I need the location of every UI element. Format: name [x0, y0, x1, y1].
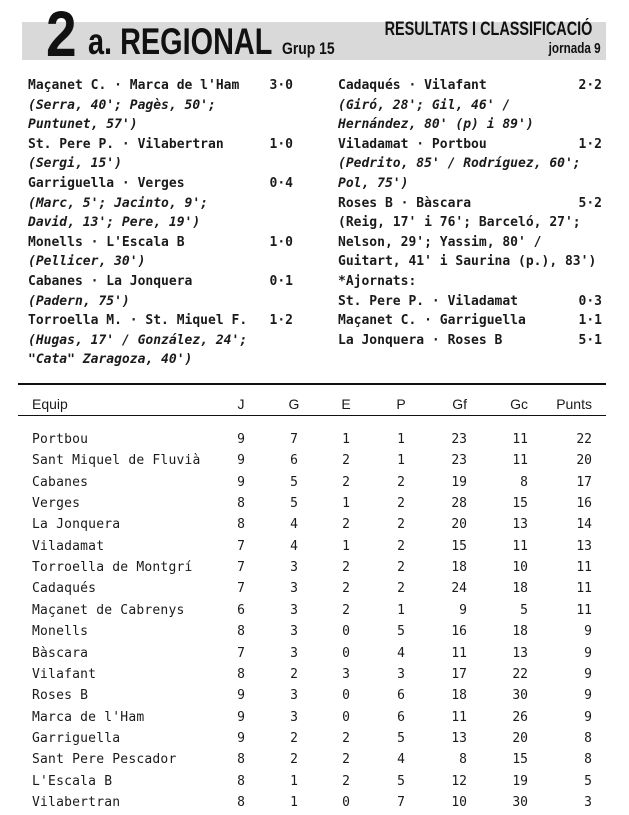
match-teams: Cadaqués · Vilafant — [338, 78, 487, 93]
stat-cell: 12 — [451, 774, 467, 789]
match-teams: St. Pere P. · Viladamat — [338, 293, 519, 309]
col-header-p: P — [396, 396, 406, 412]
scorers-line — [338, 96, 602, 116]
stat-cell: 8 — [237, 624, 245, 639]
stat-cell: 2 — [397, 581, 405, 596]
stat-cell: 11 — [512, 539, 528, 554]
team-name: Maçanet de Cabrenys — [32, 603, 185, 618]
stat-cell: 4 — [290, 517, 298, 532]
scorers-line — [28, 350, 293, 370]
stat-cell: 9 — [584, 667, 592, 682]
scorers-text: Puntunet, 57') — [28, 117, 138, 133]
stat-cell: 2 — [342, 774, 350, 789]
stat-cell: 15 — [512, 752, 528, 767]
stat-cell: 7 — [237, 539, 245, 554]
scorers-line — [28, 292, 293, 312]
stat-cell: 9 — [459, 603, 467, 618]
match-score: 0·1 — [269, 273, 293, 289]
stat-cell: 18 — [512, 624, 528, 639]
stat-cell: 5 — [290, 475, 298, 490]
team-name: Sant Miquel de Fluvià — [32, 453, 201, 468]
scorers-line — [338, 213, 602, 233]
team-name: Cadaqués — [32, 581, 97, 596]
scorers-line — [338, 252, 602, 272]
stat-cell: 2 — [290, 667, 298, 682]
table-top-rule — [18, 383, 606, 385]
stat-cell: 2 — [342, 517, 350, 532]
team-name: Portbou — [32, 432, 89, 447]
stat-cell: 0 — [342, 795, 350, 810]
scorers-text: David, 13'; Pere, 19') — [28, 215, 201, 231]
stat-cell: 2 — [397, 475, 405, 490]
stat-cell: 11 — [512, 432, 528, 447]
stat-cell: 30 — [512, 688, 528, 703]
stat-cell: 2 — [342, 475, 350, 490]
team-name: Viladamat — [32, 539, 105, 554]
stat-cell: 5 — [397, 624, 405, 639]
stat-cell: 0 — [342, 688, 350, 703]
stat-cell: 11 — [512, 453, 528, 468]
scorers-line — [28, 96, 293, 116]
team-name: Roses B — [32, 688, 89, 703]
postponed-label: *Ajornats: — [338, 273, 417, 289]
stat-cell: 2 — [342, 752, 350, 767]
scorers-line — [28, 154, 293, 174]
match-line — [338, 194, 602, 214]
stat-cell: 7 — [237, 581, 245, 596]
stat-cell: 24 — [451, 581, 467, 596]
stat-cell: 15 — [451, 539, 467, 554]
results-right-column — [338, 76, 602, 350]
stat-cell: 8 — [584, 752, 592, 767]
stat-cell: 19 — [451, 475, 467, 490]
team-name: Garriguella — [32, 731, 121, 746]
scorers-text: (Sergi, 15') — [28, 156, 122, 172]
scorers-text: (Padern, 75') — [28, 293, 130, 309]
stat-cell: 1 — [290, 774, 298, 789]
stat-cell: 30 — [512, 795, 528, 810]
stat-cell: 17 — [576, 475, 592, 490]
stat-cell: 10 — [512, 560, 528, 575]
match-score: 1·2 — [269, 313, 293, 329]
stat-cell: 17 — [451, 667, 467, 682]
stat-cell: 1 — [397, 453, 405, 468]
stat-cell: 8 — [237, 517, 245, 532]
scorers-text: (Serra, 40'; Pagès, 50'; — [28, 97, 216, 113]
stat-cell: 20 — [451, 517, 467, 532]
stat-cell: 8 — [237, 774, 245, 789]
stat-cell: 8 — [459, 752, 467, 767]
stat-cell: 6 — [237, 603, 245, 618]
stat-cell: 28 — [451, 496, 467, 511]
stat-cell: 1 — [397, 603, 405, 618]
stat-cell: 5 — [584, 774, 592, 789]
match-teams: Maçanet C. · Garriguella — [338, 313, 526, 329]
stat-cell: 15 — [512, 496, 528, 511]
stat-cell: 8 — [584, 731, 592, 746]
stat-cell: 1 — [342, 496, 350, 511]
stat-cell: 9 — [584, 646, 592, 661]
stat-cell: 9 — [237, 710, 245, 725]
team-name: La Jonquera — [32, 517, 121, 532]
match-teams: Roses B · Bàscara — [338, 195, 472, 211]
group-label: Grup 15 — [282, 39, 335, 58]
col-header-gc: Gc — [510, 396, 528, 412]
match-line — [28, 272, 293, 292]
stat-cell: 1 — [342, 539, 350, 554]
stat-cell: 14 — [576, 517, 592, 532]
stat-cell: 1 — [397, 432, 405, 447]
stat-cell: 20 — [512, 731, 528, 746]
stat-cell: 18 — [451, 688, 467, 703]
team-name: Sant Pere Pescador — [32, 752, 177, 767]
stat-cell: 4 — [397, 752, 405, 767]
team-name: Monells — [32, 624, 89, 639]
stat-cell: 4 — [290, 539, 298, 554]
jornada-label: jornada 9 — [548, 40, 601, 57]
stat-cell: 20 — [576, 453, 592, 468]
match-teams: St. Pere P. · Vilabertran — [28, 136, 224, 152]
league-number: 2 — [46, 0, 75, 70]
scorers-text: Pol, 75') — [338, 175, 409, 191]
stat-cell: 2 — [290, 752, 298, 767]
stat-cell: 6 — [397, 688, 405, 703]
section-title: RESULTATS I CLASSIFICACIÓ — [384, 19, 592, 40]
stat-cell: 16 — [451, 624, 467, 639]
match-line — [28, 233, 293, 253]
stat-cell: 9 — [237, 453, 245, 468]
scorers-text: (Pellicer, 30') — [28, 254, 146, 270]
match-teams: Torroella M. · St. Miquel F. — [28, 313, 248, 329]
match-score: 5·2 — [578, 195, 602, 211]
scorers-text: "Cata" Zaragoza, 40') — [28, 352, 193, 368]
scorers-text: (Reig, 17' i 76'; Barceló, 27'; — [338, 215, 581, 231]
stat-cell: 2 — [342, 453, 350, 468]
stat-cell: 2 — [397, 496, 405, 511]
stat-cell: 9 — [237, 731, 245, 746]
team-name: Torroella de Montgrí — [32, 560, 193, 575]
team-name: Marca de l'Ham — [32, 710, 145, 725]
scorers-line — [338, 233, 602, 253]
scorers-text: (Hugas, 17' / González, 24'; — [28, 332, 248, 348]
stat-cell: 8 — [237, 752, 245, 767]
match-line — [338, 311, 602, 331]
stat-cell: 23 — [451, 432, 467, 447]
stat-cell: 3 — [290, 688, 298, 703]
team-name: Cabanes — [32, 475, 89, 490]
stat-cell: 4 — [397, 646, 405, 661]
stat-cell: 5 — [397, 774, 405, 789]
match-score: 0·4 — [269, 175, 293, 191]
stat-cell: 3 — [342, 667, 350, 682]
scorers-text: Guitart, 41' i Saurina (p.), 83') — [338, 254, 597, 270]
stat-cell: 22 — [576, 432, 592, 447]
stat-cell: 6 — [290, 453, 298, 468]
stat-cell: 8 — [520, 475, 528, 490]
scorers-line — [338, 115, 602, 135]
match-teams: La Jonquera · Roses B — [338, 332, 503, 348]
match-line — [338, 292, 602, 312]
header-band — [22, 0, 606, 70]
match-teams: Viladamat · Portbou — [338, 136, 487, 152]
stat-cell: 8 — [237, 795, 245, 810]
stat-cell: 3 — [290, 624, 298, 639]
scorers-line — [338, 154, 602, 174]
stat-cell: 8 — [237, 496, 245, 511]
stat-cell: 5 — [290, 496, 298, 511]
stat-cell: 23 — [451, 453, 467, 468]
stat-cell: 1 — [342, 432, 350, 447]
match-score: 3·0 — [269, 78, 293, 93]
stat-cell: 3 — [290, 581, 298, 596]
stat-cell: 3 — [584, 795, 592, 810]
team-name: L'Escala B — [32, 774, 113, 789]
stat-cell: 11 — [576, 581, 592, 596]
stat-cell: 16 — [576, 496, 592, 511]
match-line — [28, 311, 293, 331]
stat-cell: 0 — [342, 710, 350, 725]
stat-cell: 5 — [397, 731, 405, 746]
stat-cell: 11 — [576, 560, 592, 575]
stat-cell: 0 — [342, 646, 350, 661]
table-header-rule — [18, 415, 606, 416]
stat-cell: 7 — [237, 560, 245, 575]
match-score: 1·0 — [269, 136, 293, 152]
stat-cell: 7 — [290, 432, 298, 447]
stat-cell: 2 — [397, 517, 405, 532]
col-header-equip: Equip — [32, 396, 68, 412]
match-line — [338, 135, 602, 155]
match-score: 2·2 — [578, 78, 602, 93]
stat-cell: 5 — [520, 603, 528, 618]
stat-cell: 13 — [512, 517, 528, 532]
scorers-text: (Pedrito, 85' / Rodríguez, 60'; — [338, 156, 581, 172]
stat-cell: 9 — [237, 475, 245, 490]
scorers-line — [28, 331, 293, 351]
stat-cell: 7 — [397, 795, 405, 810]
match-score: 5·1 — [578, 332, 602, 348]
stat-cell: 9 — [237, 432, 245, 447]
team-name: Vilabertran — [32, 795, 121, 810]
scorers-line — [28, 213, 293, 233]
stat-cell: 2 — [342, 581, 350, 596]
scorers-text: (Giró, 28'; Gil, 46' / — [338, 97, 511, 113]
stat-cell: 7 — [237, 646, 245, 661]
stat-cell: 2 — [397, 560, 405, 575]
stat-cell: 13 — [451, 731, 467, 746]
stat-cell: 11 — [451, 710, 467, 725]
match-line — [338, 331, 602, 351]
scorers-text: (Marc, 5'; Jacinto, 9'; — [28, 195, 209, 211]
scorers-line — [28, 115, 293, 135]
stat-cell: 3 — [290, 603, 298, 618]
scorers-line — [338, 174, 602, 194]
stat-cell: 2 — [397, 539, 405, 554]
stat-cell: 18 — [451, 560, 467, 575]
match-teams: Maçanet C. · Marca de l'Ham — [28, 78, 240, 93]
scorers-line — [28, 252, 293, 272]
stat-cell: 22 — [512, 667, 528, 682]
results-left-column — [28, 76, 293, 370]
stat-cell: 8 — [237, 667, 245, 682]
stat-cell: 10 — [451, 795, 467, 810]
col-header-gf: Gf — [452, 396, 467, 412]
match-teams: Monells · L'Escala B — [28, 234, 185, 250]
stat-cell: 18 — [512, 581, 528, 596]
stat-cell: 2 — [342, 603, 350, 618]
col-header-punts: Punts — [556, 396, 592, 412]
stat-cell: 9 — [237, 688, 245, 703]
scorers-text: Hernández, 80' (p) i 89') — [338, 117, 534, 133]
stat-cell: 9 — [584, 688, 592, 703]
match-score: 1·0 — [269, 234, 293, 250]
stat-cell: 3 — [290, 646, 298, 661]
col-header-g: G — [288, 396, 300, 412]
league-title: a. REGIONAL — [88, 21, 273, 62]
col-header-j: J — [237, 396, 245, 412]
stat-cell: 2 — [290, 731, 298, 746]
match-line — [28, 174, 293, 194]
stat-cell: 26 — [512, 710, 528, 725]
col-header-e: E — [341, 396, 351, 412]
scorers-text: Nelson, 29'; Yassim, 80' / — [338, 234, 542, 250]
stat-cell: 11 — [451, 646, 467, 661]
stat-cell: 19 — [512, 774, 528, 789]
match-score: 1·1 — [578, 313, 602, 329]
stat-cell: 3 — [397, 667, 405, 682]
match-score: 0·3 — [578, 293, 602, 309]
postponed-note — [338, 272, 602, 292]
stat-cell: 2 — [342, 560, 350, 575]
stat-cell: 1 — [290, 795, 298, 810]
stat-cell: 3 — [290, 560, 298, 575]
stat-cell: 6 — [397, 710, 405, 725]
team-name: Verges — [32, 496, 81, 511]
match-score: 1·2 — [578, 136, 602, 152]
match-line — [28, 135, 293, 155]
stat-cell: 11 — [576, 603, 592, 618]
stat-cell: 13 — [576, 539, 592, 554]
team-name: Vilafant — [32, 667, 97, 682]
stat-cell: 9 — [584, 624, 592, 639]
match-teams: Cabanes · La Jonquera — [28, 273, 193, 289]
match-teams: Garriguella · Verges — [28, 175, 185, 191]
scorers-line — [28, 194, 293, 214]
stat-cell: 2 — [342, 731, 350, 746]
stat-cell: 0 — [342, 624, 350, 639]
stat-cell: 9 — [584, 710, 592, 725]
match-line — [28, 76, 293, 96]
match-line — [338, 76, 602, 96]
team-name: Bàscara — [32, 646, 89, 661]
stat-cell: 13 — [512, 646, 528, 661]
stat-cell: 3 — [290, 710, 298, 725]
